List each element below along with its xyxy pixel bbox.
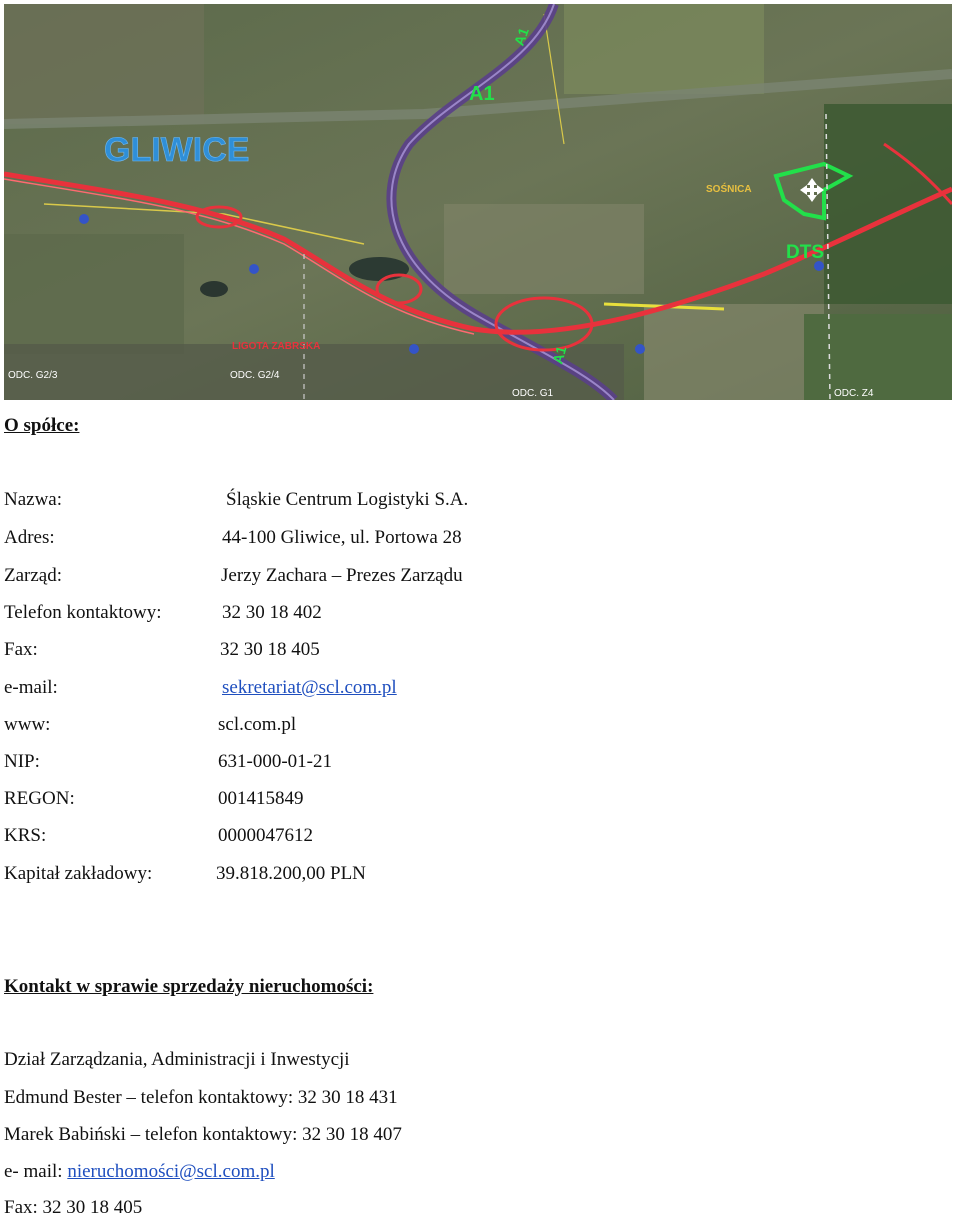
info-row-regon: [0, 787, 960, 811]
map-a1-label-south: A1: [549, 344, 570, 366]
info-row-board: [0, 564, 960, 588]
info-row-nip: [0, 750, 960, 774]
info-row-krs: [0, 824, 960, 848]
contact-email-label: e- mail:: [4, 1161, 63, 1182]
info-row-www: [0, 713, 960, 737]
info-value: Jerzy Zachara – Prezes Zarządu: [221, 565, 463, 586]
contact-person-2: Marek Babiński – telefon kontaktowy: 32 30 18 407: [4, 1124, 402, 1145]
map-section-g24: ODC. G2/4: [230, 370, 280, 381]
map-canvas: [4, 4, 952, 400]
info-label: Nazwa:: [4, 489, 63, 510]
info-row-address: [0, 526, 960, 550]
info-label: Fax:: [4, 639, 38, 660]
info-value: 0000047612: [218, 825, 313, 846]
map-section-g1: ODC. G1: [512, 388, 554, 399]
info-row-email: [0, 676, 960, 700]
info-row-fax: [0, 638, 960, 662]
contact-department: Dział Zarządzania, Administracji i Inwestycji: [4, 1049, 350, 1070]
contact-heading: Kontakt w sprawie sprzedaży nieruchomości:: [4, 976, 374, 997]
company-heading: O spółce:: [4, 415, 80, 436]
info-label: NIP:: [4, 751, 40, 772]
info-label: www:: [4, 714, 51, 735]
info-label: Adres:: [4, 527, 55, 548]
info-value: 39.818.200,00 PLN: [216, 863, 366, 884]
contact-fax: Fax: 32 30 18 405: [4, 1197, 143, 1218]
info-label: e-mail:: [4, 677, 58, 698]
info-value: 44-100 Gliwice, ul. Portowa 28: [222, 527, 462, 548]
info-value: 001415849: [218, 788, 304, 809]
map-district-ligota: LIGOTA ZABRSKA: [232, 341, 321, 352]
map-district-sosnica: SOŚNICA: [706, 184, 752, 195]
info-value: scl.com.pl: [218, 714, 297, 735]
info-label: Kapitał zakładowy:: [4, 863, 153, 884]
email-link[interactable]: sekretariat@scl.com.pl: [222, 677, 397, 698]
map-dts-label: DTS: [786, 242, 824, 263]
info-value: 32 30 18 402: [222, 602, 322, 623]
contact-person-1: Edmund Bester – telefon kontaktowy: 32 30 18 431: [4, 1087, 398, 1108]
map-a1-label-top: A1: [510, 25, 532, 48]
info-label: Telefon kontaktowy:: [4, 602, 162, 623]
info-value: Śląskie Centrum Logistyki S.A.: [226, 489, 469, 510]
info-label: KRS:: [4, 825, 47, 846]
map-city-label: GLIWICE: [104, 131, 250, 169]
info-row-name: [0, 488, 960, 512]
info-value: 32 30 18 405: [220, 639, 320, 660]
info-value: 631-000-01-21: [218, 751, 332, 772]
satellite-map: [4, 4, 952, 400]
map-a1-label-north: A1: [469, 83, 495, 105]
contact-email-link[interactable]: nieruchomości@scl.com.pl: [67, 1161, 275, 1182]
info-row-phone: [0, 601, 960, 625]
contact-email-line: [4, 1160, 275, 1184]
map-section-g23: ODC. G2/3: [8, 370, 58, 381]
map-section-z4: ODC. Z4: [834, 388, 874, 399]
info-label: Zarząd:: [4, 565, 63, 586]
info-label: REGON:: [4, 788, 75, 809]
info-row-capital: [0, 862, 960, 886]
